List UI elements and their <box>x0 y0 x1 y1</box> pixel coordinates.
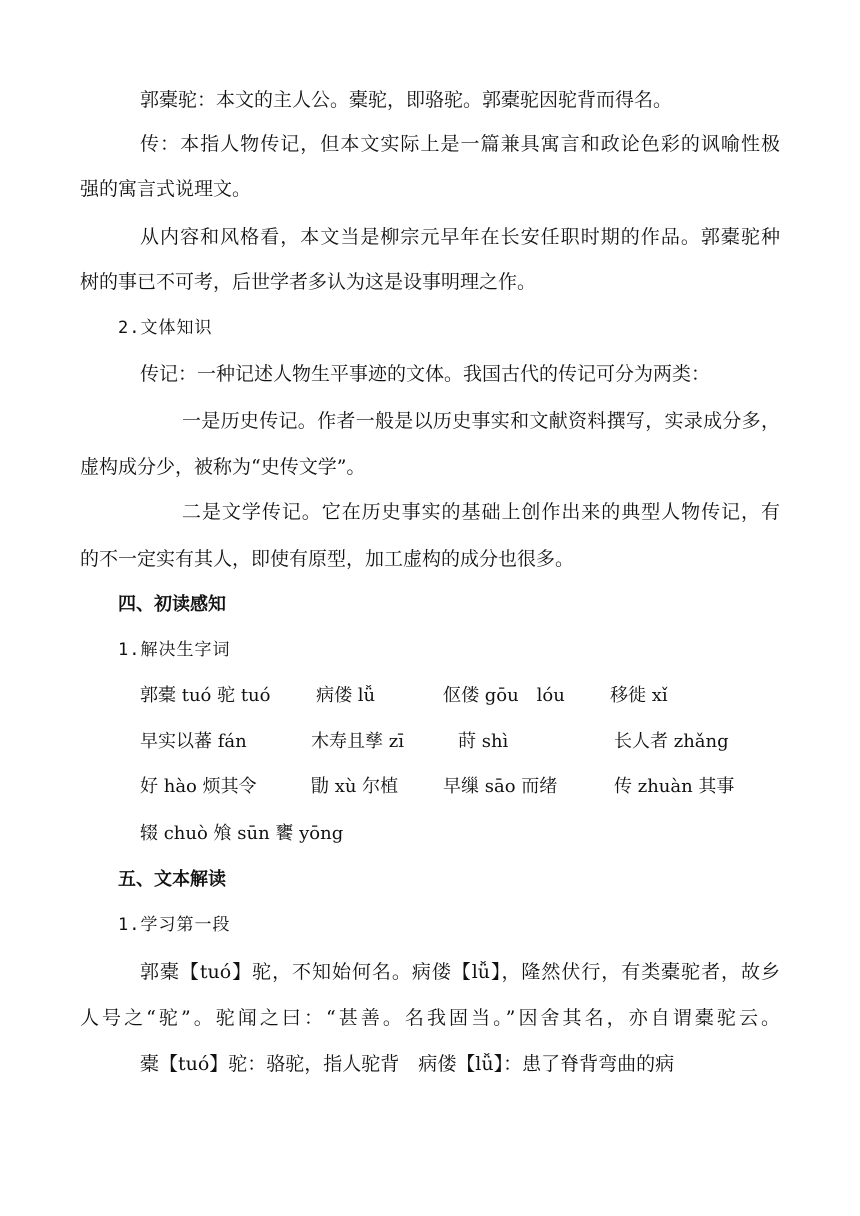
vocab-item: 移徙 xǐ <box>610 685 668 706</box>
heading-first-reading: 四、初读感知 <box>118 594 226 615</box>
paragraph-zhuan-line2: 强的寓言式说理文。 <box>80 178 252 200</box>
vocab-item: 伛偻 gōu lóu <box>443 685 565 706</box>
subheading-vocabulary: 1.解决生字词 <box>118 640 231 660</box>
paragraph-biography-definition: 传记：一种记述人物生平事迹的文体。我国古代的传记可分为两类： <box>140 363 711 385</box>
paragraph-original-text-line1: 郭橐【tuó】驼，不知始何名。病偻【lǚ】，隆然伏行，有类橐驼者，故乡 <box>140 961 780 983</box>
vocab-item: 早实以蕃 fán <box>140 731 247 752</box>
section-genre-knowledge-heading: 2.文体知识 <box>118 318 213 338</box>
vocab-item: 长人者 zhǎng <box>614 731 729 752</box>
paragraph-literary-biography-line1: 二是文学传记。它在历史事实的基础上创作出来的典型人物传记，有 <box>182 501 780 523</box>
vocab-item: 传 zhuàn 其事 <box>614 776 735 797</box>
vocab-item: 辍 chuò 飧 sūn 饔 yōng <box>140 823 344 844</box>
vocab-item: 木寿且孳 zī <box>311 731 404 752</box>
paragraph-annotations: 橐【tuó】驼：骆驼，指人驼背 病偻【lǚ】：患了脊背弯曲的病 <box>140 1053 675 1075</box>
paragraph-zhuan-line1: 传：本指人物传记，但本文实际上是一篇兼具寓言和政论色彩的讽喻性极 <box>140 133 780 155</box>
paragraph-style-line1: 从内容和风格看，本文当是柳宗元早年在长安任职时期的作品。郭橐驼种 <box>140 226 780 248</box>
paragraph-style-line2: 树的事已不可考，后世学者多认为这是设事明理之作。 <box>80 271 537 293</box>
paragraph-literary-biography-line2: 的不一定实有其人，即使有原型，加工虚构的成分也很多。 <box>80 548 575 570</box>
paragraph-guo-tuotuo-note: 郭橐驼：本文的主人公。橐驼，即骆驼。郭橐驼因驼背而得名。 <box>140 89 673 111</box>
vocab-item: 郭橐 tuó 驼 tuó <box>140 685 271 706</box>
paragraph-historical-biography-line1: 一是历史传记。作者一般是以历史事实和文献资料撰写，实录成分多， <box>182 410 780 432</box>
subheading-first-paragraph: 1.学习第一段 <box>118 915 231 935</box>
paragraph-historical-biography-line2: 虚构成分少，被称为“史传文学”。 <box>80 456 366 478</box>
vocab-item: 好 hào 烦其令 <box>140 776 257 797</box>
heading-text-reading: 五、文本解读 <box>118 869 226 890</box>
vocab-item: 勖 xù 尔植 <box>311 776 399 797</box>
vocab-item: 早缫 sāo 而绪 <box>443 776 558 797</box>
paragraph-original-text-line2: 人号之“驼”。驼闻之曰：“甚善。名我固当。”因舍其名，亦自谓橐驼云。 <box>80 1007 780 1029</box>
vocab-item: 病偻 lǚ <box>316 685 376 706</box>
vocab-item: 莳 shì <box>458 731 509 752</box>
